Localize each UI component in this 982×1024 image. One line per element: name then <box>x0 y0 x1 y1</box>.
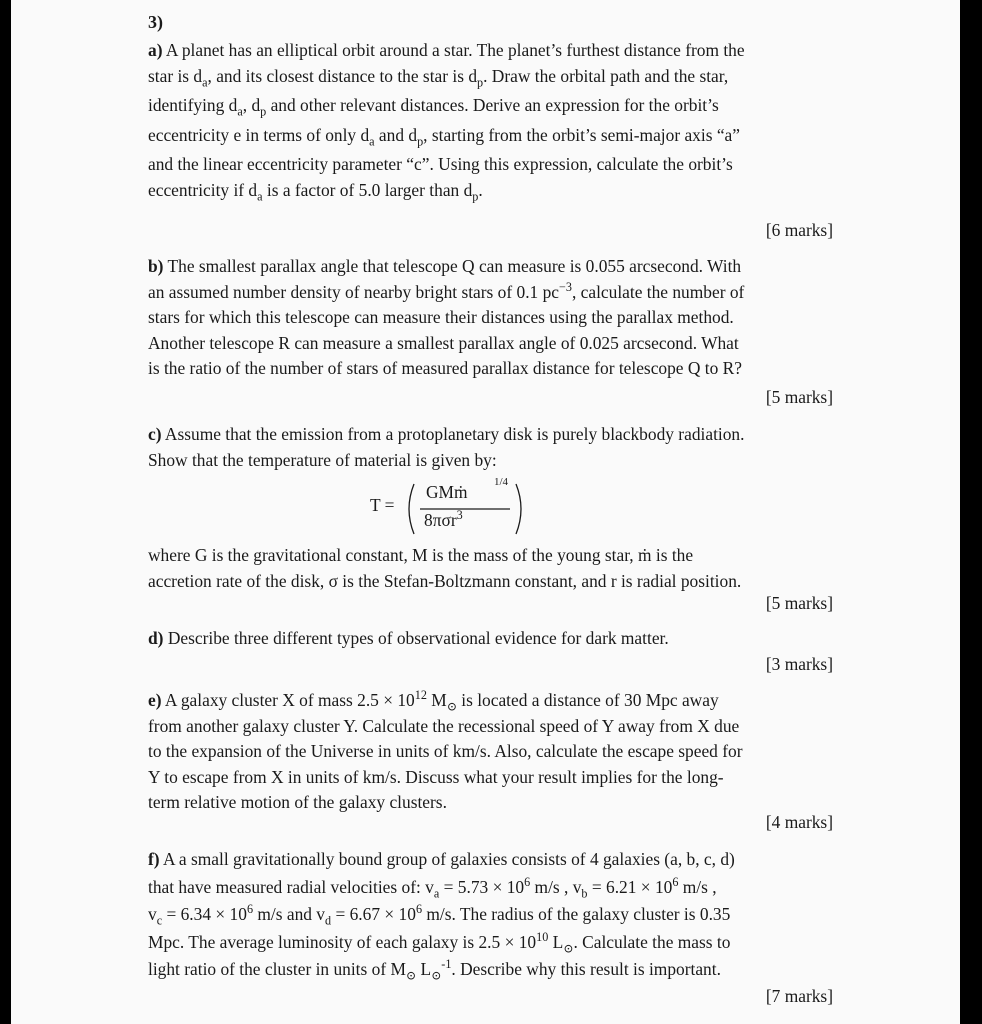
part-b-line: Another telescope R can measure a smallest parallax angle of 0.025 arcsecond. What <box>148 332 739 353</box>
part-a-line: , starting from the orbit’s semi-major axis “a” <box>423 124 740 145</box>
part-f-line: m/s , v <box>530 876 582 897</box>
part-e-line: M <box>426 690 447 710</box>
part-f-line: . Calculate the mass to <box>573 931 731 952</box>
superscript: 3 <box>456 508 463 523</box>
part-c-line: Assume that the emission from a protoplanetary disk is purely blackbody radiation. <box>161 424 745 444</box>
part-a-line: and d <box>374 124 418 145</box>
part-c-line: accretion rate of the disk, σ is the Stefan-Boltzmann constant, and r is radial position. <box>148 570 742 591</box>
part-f-label: f) <box>148 849 160 869</box>
sun-symbol: ⊙ <box>563 940 574 955</box>
part-f-line: . Describe why this result is important. <box>451 959 721 979</box>
part-d-label: d) <box>148 628 164 648</box>
subscript: c <box>156 913 163 928</box>
part-c-line: where G is the gravitational constant, M is the mass of the young star, ṁ is the <box>148 545 694 565</box>
temperature-formula <box>370 478 530 538</box>
superscript: 6 <box>672 874 679 889</box>
part-c-line: Show that the temperature of material is given by: <box>148 449 497 470</box>
part-a-line: . <box>478 179 483 200</box>
part-e-line: A galaxy cluster X of mass 2.5 × 10 <box>161 690 415 710</box>
part-e-line: term relative motion of the galaxy clusters. <box>148 792 447 813</box>
part-f-line: m/s , <box>678 876 717 897</box>
part-f-line: L <box>548 931 564 952</box>
part-b-line: is the ratio of the number of stars of measured parallax distance for telescope Q to R? <box>148 358 742 379</box>
part-f-line: = 6.34 × 10 <box>162 904 247 924</box>
part-e-line: from another galaxy cluster Y. Calculate the recessional speed of Y away from X due <box>148 715 740 736</box>
part-d-text <box>148 626 833 652</box>
formula-numerator: GMṁ <box>426 482 468 502</box>
superscript: 6 <box>246 902 254 917</box>
part-a-line: eccentricity e in terms of only d <box>148 124 370 145</box>
subscript: a <box>202 75 208 90</box>
part-f-line: = 5.73 × 10 <box>439 876 525 897</box>
subscript: a <box>433 885 440 900</box>
part-f-line: that have measured radial velocities of: v <box>148 876 434 897</box>
part-f-line: A a small gravitationally bound group of galaxies consists of 4 galaxies (a, b, c, d) <box>159 849 735 869</box>
superscript: 10 <box>536 929 549 944</box>
part-e-line: Y to escape from X in units of km/s. Discuss what your result implies for the long- <box>148 766 724 787</box>
part-a-line: eccentricity if d <box>148 179 258 200</box>
part-f-marks: [7 marks] <box>765 986 833 1006</box>
superscript: 12 <box>414 688 427 703</box>
superscript: 6 <box>415 902 423 917</box>
subscript: a <box>369 134 375 149</box>
part-f-line: m/s. The radius of the galaxy cluster is 0.35 <box>422 904 731 924</box>
part-b-line: , calculate the number of <box>571 281 745 302</box>
sun-symbol: ⊙ <box>446 699 457 714</box>
part-c-marks: [5 marks] <box>765 593 833 613</box>
part-a-line: , and its closest distance to the star is d <box>207 65 478 86</box>
part-f-text <box>148 846 833 984</box>
part-f-line: Mpc. The average luminosity of each galaxy is 2.5 × 10 <box>148 931 537 952</box>
part-e-line: to the expansion of the Universe in units of km/s. Also, calculate the escape speed for <box>148 741 743 762</box>
part-d-marks: [3 marks] <box>765 654 833 674</box>
part-a-line: A planet has an elliptical orbit around a star. The planet’s furthest distance from the <box>162 40 745 60</box>
part-e-text <box>148 688 833 816</box>
subscript: a <box>257 189 263 204</box>
part-f-line: = 6.21 × 10 <box>587 876 673 897</box>
part-b-marks: [5 marks] <box>765 387 833 407</box>
formula-denominator <box>424 510 463 531</box>
question-number: 3) <box>148 12 163 32</box>
part-a-line: identifying d <box>148 95 238 116</box>
part-c-text <box>148 422 833 473</box>
formula-denominator-text: 8πσr <box>424 510 457 530</box>
part-f-line: light ratio of the cluster in units of M <box>148 959 406 979</box>
superscript: −3 <box>559 279 572 294</box>
sun-symbol: ⊙ <box>405 968 417 983</box>
part-d-line: Describe three different types of observational evidence for dark matter. <box>163 628 669 648</box>
part-b-label: b) <box>148 256 164 276</box>
formula-lhs: T = <box>370 495 395 515</box>
part-a-line: star is d <box>148 65 203 86</box>
part-e-line: is located a distance of 30 Mpc away <box>456 690 719 710</box>
subscript: p <box>477 75 484 90</box>
sun-symbol: ⊙ <box>431 968 442 983</box>
part-a-label: a) <box>148 40 163 60</box>
subscript: d <box>325 913 332 928</box>
part-b-line: an assumed number density of nearby bright stars of 0.1 pc <box>148 281 559 302</box>
formula-exponent: 1/4 <box>494 476 509 488</box>
part-a-line: and the linear eccentricity parameter “c”. Using this expression, calculate the orbit’s <box>148 154 733 175</box>
subscript: p <box>417 134 424 149</box>
part-a-text <box>148 38 833 204</box>
part-a-line: and other relevant distances. Derive an expression for the orbit’s <box>266 95 719 116</box>
part-a-line: , d <box>242 95 261 116</box>
superscript: 6 <box>524 874 531 889</box>
superscript: -1 <box>441 957 452 972</box>
part-e-marks: [4 marks] <box>765 812 833 832</box>
part-f-line: m/s and v <box>253 904 326 924</box>
subscript: b <box>581 885 588 900</box>
subscript: a <box>237 104 243 119</box>
part-a-line: is a factor of 5.0 larger than d <box>262 179 473 200</box>
part-f-line: L <box>416 959 432 979</box>
part-c-label: c) <box>148 424 162 444</box>
part-f-line: = 6.67 × 10 <box>331 904 416 924</box>
subscript: p <box>260 104 267 119</box>
part-f-line: v <box>148 904 157 924</box>
part-b-text <box>148 254 833 382</box>
part-b-line: stars for which this telescope can measure their distances using the parallax method. <box>148 307 734 328</box>
part-b-line: The smallest parallax angle that telescope Q can measure is 0.055 arcsecond. With <box>163 256 742 276</box>
subscript: p <box>472 189 479 204</box>
part-a-line: . Draw the orbital path and the star, <box>483 65 729 86</box>
part-a-marks: [6 marks] <box>765 220 833 240</box>
part-e-label: e) <box>148 690 162 710</box>
part-c-text-after <box>148 543 833 594</box>
